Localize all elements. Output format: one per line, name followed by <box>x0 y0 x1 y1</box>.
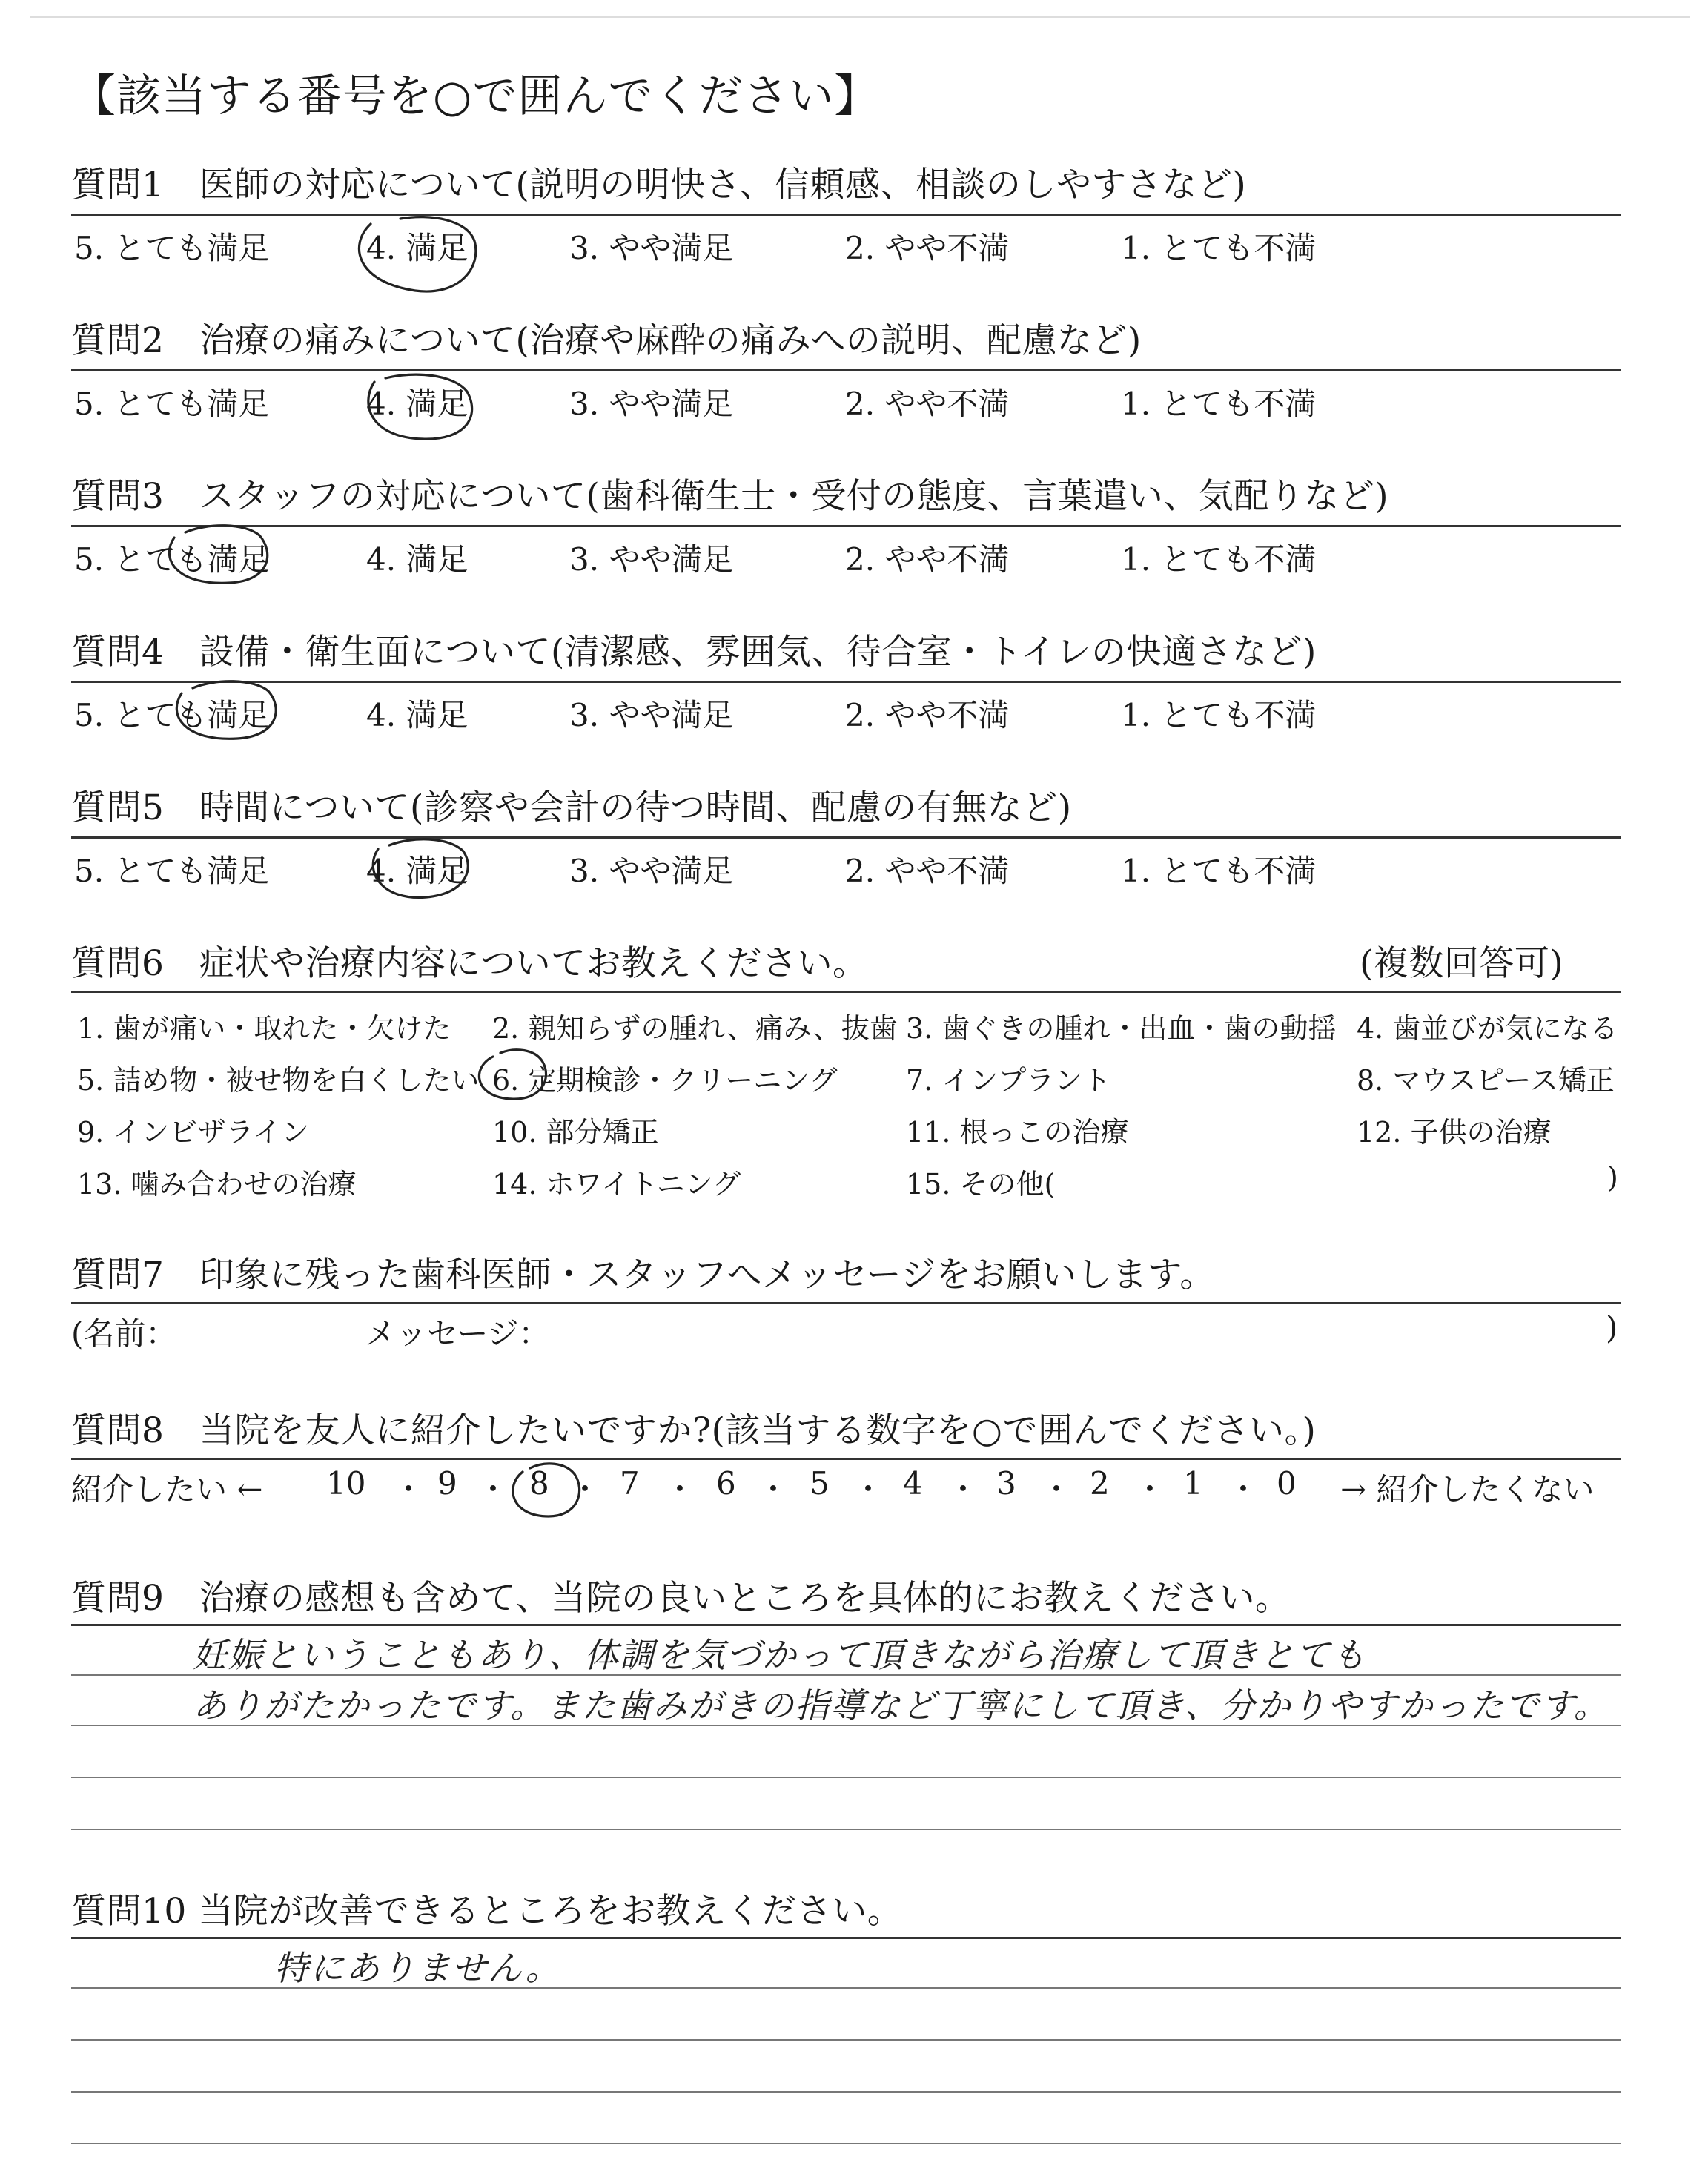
q6-option-4[interactable]: 4. 歯並びが気になる <box>1357 1012 1618 1045</box>
q8-sep: ・ <box>664 1471 696 1507</box>
q5-option-3[interactable]: 3. やや満足 <box>569 853 734 889</box>
q3-option-2[interactable]: 2. やや不満 <box>845 541 1010 578</box>
q9-handwritten-answer-line-1[interactable]: 妊娠ということもあり、体調を気づかって頂きながら治療して頂きとても <box>193 1636 1367 1674</box>
q6-option-15[interactable]: 15. その他( <box>906 1168 1056 1200</box>
q6-option-7[interactable]: 7. インプラント <box>906 1064 1111 1097</box>
q4-option-2[interactable]: 2. やや不満 <box>845 697 1010 733</box>
instruction-heading: 【該当する番号を○で囲んでください】 <box>71 70 880 122</box>
q10-answer-line <box>71 2091 1621 2093</box>
q6-option-2[interactable]: 2. 親知らずの腫れ、痛み、抜歯 <box>492 1012 898 1045</box>
question-3-rule <box>71 525 1621 527</box>
q2-option-1[interactable]: 1. とても不満 <box>1121 386 1317 422</box>
q8-sep: ・ <box>947 1471 979 1507</box>
q2-option-3[interactable]: 3. やや満足 <box>569 386 734 422</box>
q7-message-label: メッセージ： <box>365 1315 550 1352</box>
question-2-title: 質問2 治療の痛みについて(治療や麻酔の痛みへの説明、配慮など) <box>71 320 1142 361</box>
q8-sep: ・ <box>853 1471 884 1507</box>
q6-option-14[interactable]: 14. ホワイトニング <box>492 1168 741 1200</box>
q8-score-1[interactable]: 1 <box>1183 1465 1203 1502</box>
q8-sep: ・ <box>569 1471 601 1507</box>
q8-sep: ・ <box>1041 1471 1073 1507</box>
q6-option-1[interactable]: 1. 歯が痛い・取れた・欠けた <box>77 1012 451 1045</box>
q6-option-13[interactable]: 13. 噛み合わせの治療 <box>77 1168 357 1200</box>
q8-sep: ・ <box>758 1471 790 1507</box>
q6-option-11[interactable]: 11. 根っこの治療 <box>906 1116 1129 1149</box>
question-1-rule <box>71 214 1621 216</box>
q1-option-5[interactable]: 5. とても満足 <box>74 230 270 266</box>
q10-answer-line <box>71 2039 1621 2041</box>
q5-option-2[interactable]: 2. やや不満 <box>845 853 1010 889</box>
q8-score-2[interactable]: 2 <box>1090 1465 1110 1502</box>
q7-name-label: (名前： <box>71 1315 177 1352</box>
q3-option-4[interactable]: 4. 満足 <box>366 541 469 578</box>
question-9-rule <box>71 1624 1621 1626</box>
q2-option-5[interactable]: 5. とても満足 <box>74 386 270 422</box>
question-8-title: 質問8 当院を友人に紹介したいですか?(該当する数字を○で囲んでください。) <box>71 1410 1317 1451</box>
question-6-rule <box>71 991 1621 993</box>
q1-option-4[interactable]: 4. 満足 <box>366 230 469 266</box>
question-5-rule <box>71 836 1621 839</box>
q4-option-4[interactable]: 4. 満足 <box>366 697 469 733</box>
q8-score-9[interactable]: 9 <box>437 1465 457 1502</box>
q6-option-8[interactable]: 8. マウスピース矯正 <box>1357 1064 1615 1097</box>
q8-score-4[interactable]: 4 <box>903 1465 923 1502</box>
question-4-title: 質問4 設備・衛生面について(清潔感、雰囲気、待合室・トイレの快適さなど) <box>71 632 1317 673</box>
q8-right-label: → 紹介したくない <box>1340 1471 1595 1507</box>
q6-option-15-close: ) <box>1607 1161 1618 1194</box>
question-7-title: 質問7 印象に残った歯科医師・スタッフへメッセージをお願いします。 <box>71 1255 1215 1295</box>
q8-score-8[interactable]: 8 <box>529 1465 549 1502</box>
question-6-title: 質問6 症状や治療内容についてお教えください。 <box>71 943 868 984</box>
question-3-title: 質問3 スタッフの対応について(歯科衛生士・受付の態度、言葉遣い、気配りなど) <box>71 476 1389 517</box>
q8-score-0[interactable]: 0 <box>1277 1465 1297 1502</box>
q8-sep: ・ <box>1228 1471 1260 1507</box>
question-7-rule <box>71 1302 1621 1304</box>
question-2-rule <box>71 369 1621 371</box>
q6-option-10[interactable]: 10. 部分矯正 <box>492 1116 659 1149</box>
q3-option-1[interactable]: 1. とても不満 <box>1121 541 1317 578</box>
q3-option-5[interactable]: 5. とても満足 <box>74 541 270 578</box>
q8-sep: ・ <box>1134 1471 1166 1507</box>
q8-score-10[interactable]: 10 <box>326 1465 366 1502</box>
q6-option-12[interactable]: 12. 子供の治療 <box>1357 1116 1552 1149</box>
q1-option-3[interactable]: 3. やや満足 <box>569 230 734 266</box>
q9-answer-line <box>71 1829 1621 1830</box>
q10-handwritten-answer[interactable]: 特にありません。 <box>274 1949 561 1987</box>
q6-option-5[interactable]: 5. 詰め物・被せ物を白くしたい <box>77 1064 480 1097</box>
q10-answer-line <box>71 2143 1621 2144</box>
scan-edge-line <box>30 16 1690 18</box>
q3-option-3[interactable]: 3. やや満足 <box>569 541 734 578</box>
question-10-rule <box>71 1937 1621 1939</box>
q8-left-label: 紹介したい ← <box>71 1471 263 1507</box>
q7-close-paren: ) <box>1606 1309 1618 1346</box>
q8-score-3[interactable]: 3 <box>996 1465 1016 1502</box>
q8-sep: ・ <box>393 1471 425 1507</box>
q1-option-2[interactable]: 2. やや不満 <box>845 230 1010 266</box>
q5-option-4[interactable]: 4. 満足 <box>366 853 469 889</box>
q8-sep: ・ <box>477 1471 509 1507</box>
q4-option-1[interactable]: 1. とても不満 <box>1121 697 1317 733</box>
question-6-note: (複数回答可) <box>1360 943 1564 984</box>
question-5-title: 質問5 時間について(診察や会計の待つ時間、配慮の有無など) <box>71 787 1072 828</box>
question-10-title: 質問10 当院が改善できるところをお教えください。 <box>71 1891 903 1932</box>
question-9-title: 質問9 治療の感想も含めて、当院の良いところを具体的にお教えください。 <box>71 1578 1291 1619</box>
q4-option-5[interactable]: 5. とても満足 <box>74 697 270 733</box>
q4-option-3[interactable]: 3. やや満足 <box>569 697 734 733</box>
q2-option-2[interactable]: 2. やや不満 <box>845 386 1010 422</box>
q8-score-7[interactable]: 7 <box>620 1465 640 1502</box>
q2-option-4[interactable]: 4. 満足 <box>366 386 469 422</box>
q6-option-9[interactable]: 9. インビザライン <box>77 1116 310 1149</box>
question-4-rule <box>71 681 1621 683</box>
q9-handwritten-answer-line-2[interactable]: ありがたかったです。また歯みがきの指導など丁寧にして頂き、分かりやすかったです。 <box>193 1687 1609 1725</box>
q5-option-5[interactable]: 5. とても満足 <box>74 853 270 889</box>
q1-option-1[interactable]: 1. とても不満 <box>1121 230 1317 266</box>
q9-answer-line <box>71 1777 1621 1778</box>
question-8-rule <box>71 1458 1621 1460</box>
question-1-title: 質問1 医師の対応について(説明の明快さ、信頼感、相談のしやすさなど) <box>71 165 1247 205</box>
q6-option-3[interactable]: 3. 歯ぐきの腫れ・出血・歯の動揺 <box>906 1012 1337 1045</box>
q8-score-5[interactable]: 5 <box>810 1465 830 1502</box>
q5-option-1[interactable]: 1. とても不満 <box>1121 853 1317 889</box>
q8-score-6[interactable]: 6 <box>716 1465 736 1502</box>
q6-option-6[interactable]: 6. 定期検診・クリーニング <box>492 1064 838 1097</box>
